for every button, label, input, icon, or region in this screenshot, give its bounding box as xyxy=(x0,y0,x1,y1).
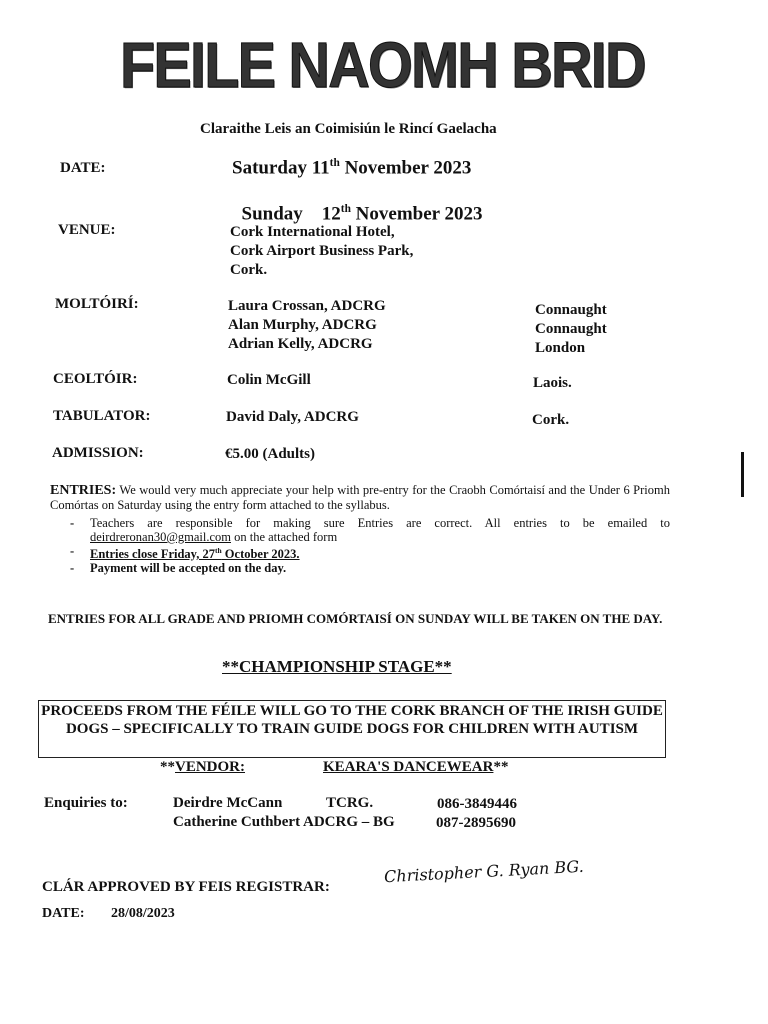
date-sunday-sup: th xyxy=(340,203,351,215)
date-saturday-rest: November 2023 xyxy=(339,157,472,179)
adjudicator-place: London xyxy=(535,340,586,356)
ceoltoir-label: CEOLTÓIR: xyxy=(53,371,138,387)
ceoltoir-name: Colin McGill xyxy=(227,372,311,388)
entries-bullet xyxy=(90,544,670,561)
adjudicator-name: Adrian Kelly, ADCRG xyxy=(228,336,373,352)
admission-value: €5.00 (Adults) xyxy=(225,446,316,462)
venue-line: Cork Airport Business Park, xyxy=(230,243,414,259)
approval-label: CLÁR APPROVED BY FEIS REGISTRAR: xyxy=(42,879,330,895)
entries-bullet xyxy=(90,516,670,544)
approval-date-label: DATE: xyxy=(42,906,85,921)
adjudicator-name: Alan Murphy, ADCRG xyxy=(228,317,377,333)
adjudicator-place: Connaught xyxy=(535,302,607,318)
entries-label: ENTRIES: xyxy=(50,483,117,498)
tabulator-name: David Daly, ADCRG xyxy=(226,409,359,425)
date-sunday xyxy=(232,181,483,225)
vendor-label: VENDOR: xyxy=(175,759,245,775)
vendor-prefix: ** xyxy=(160,759,175,775)
vendor-suffix: ** xyxy=(493,759,509,775)
vendor-name: KEARA'S DANCEWEAR xyxy=(323,759,494,775)
sunday-entries-notice: ENTRIES FOR ALL GRADE AND PRIOMH COMÓRTAISÍ ON SUNDAY WILL BE TAKEN ON THE DAY. xyxy=(48,611,663,626)
adjudicator-place: Connaught xyxy=(535,321,607,337)
date-sunday-day: Sunday 12 xyxy=(241,203,341,225)
date-sunday-rest: November 2023 xyxy=(350,203,483,225)
entries-bullet-text: Teachers are responsible for making sure Entries are correct. All entries to be emailed to xyxy=(90,516,670,530)
entries-close-text: October 2023. xyxy=(221,547,300,562)
enquiries-label: Enquiries to: xyxy=(44,795,128,811)
entries-close-text: Entries close Friday, 27 xyxy=(90,547,215,562)
championship-heading: **CHAMPIONSHIP STAGE** xyxy=(222,657,452,676)
date-saturday xyxy=(232,157,471,179)
entries-intro-text: We would very much appreciate your help with pre-entry for the Craobh Comórtaisí and the Under 6 Priomh Comórtas on Saturday using the entry form attached to the syllabus. xyxy=(50,483,670,512)
ceoltoir-place: Laois. xyxy=(533,375,572,391)
scan-edge-mark xyxy=(741,452,744,497)
entries-email-link[interactable]: deirdreronan30@gmail.com xyxy=(90,530,231,544)
page-title: FEILE NAOMH BRID xyxy=(120,29,645,101)
venue-line: Cork International Hotel, xyxy=(230,224,395,240)
adjudicator-name: Laura Crossan, ADCRG xyxy=(228,298,386,314)
vendor-line xyxy=(160,759,508,776)
contact-phone: 086-3849446 xyxy=(437,796,517,812)
page-subtitle: Claraithe Leis an Coimisiún le Rincí Gaelacha xyxy=(200,121,497,137)
tabulator-place: Cork. xyxy=(532,412,570,428)
venue-label: VENUE: xyxy=(58,222,116,238)
entries-intro xyxy=(50,483,670,512)
approval-date-value: 28/08/2023 xyxy=(111,906,175,921)
contact-phone: 087-2895690 xyxy=(436,815,516,831)
contact-name: Catherine Cuthbert ADCRG – BG xyxy=(173,814,395,830)
contact-title: TCRG. xyxy=(326,795,374,811)
entries-close-sup: th xyxy=(215,546,222,555)
registrar-signature: Christopher G. Ryan BG. xyxy=(383,856,585,887)
date-saturday-sup: th xyxy=(329,157,340,169)
entries-bullet xyxy=(90,561,670,575)
date-label: DATE: xyxy=(60,160,106,176)
date-saturday-day: Saturday 11 xyxy=(232,157,330,179)
moltoiri-label: MOLTÓIRÍ: xyxy=(55,296,139,312)
entries-section xyxy=(50,483,670,575)
proceeds-box: PROCEEDS FROM THE FÉILE WILL GO TO THE CORK BRANCH OF THE IRISH GUIDE DOGS – SPECIFICALLY TO TRAIN GUIDE DOGS FOR CHILDREN WITH AUTISM xyxy=(38,700,666,758)
venue-line: Cork. xyxy=(230,262,268,278)
contact-name: Deirdre McCann xyxy=(173,795,283,811)
admission-label: ADMISSION: xyxy=(52,445,144,461)
tabulator-label: TABULATOR: xyxy=(53,408,151,424)
entries-list xyxy=(50,516,670,575)
entries-payment-text: Payment will be accepted on the day. xyxy=(90,561,287,576)
entries-bullet-text: on the attached form xyxy=(230,530,338,544)
